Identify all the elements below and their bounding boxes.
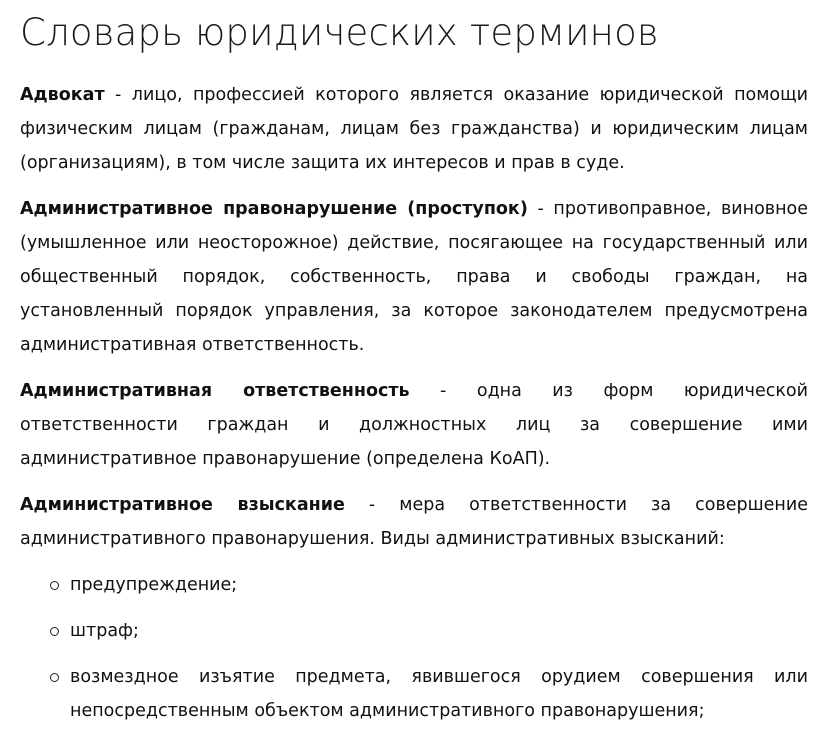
glossary-entry-advocate (20, 78, 808, 180)
term: Адвокат (20, 85, 105, 105)
penalty-types-list (20, 568, 808, 728)
definition: - противоправное, виновное (умышленное или неосторожное) действие, посягающее на государственный или общественный порядок, собственность, права и свободы граждан, на установленный порядок управления, за которое законодателем предусмотрена административная ответственность. (20, 199, 809, 355)
list-item: штраф; (70, 614, 808, 648)
term: Административная ответственность (20, 381, 410, 401)
glossary-entry-admin-offense (20, 192, 808, 362)
list-item: возмездное изъятие предмета, явившегося орудием совершения или непосредственным объектом административного правонарушения; (70, 660, 808, 728)
definition: - одна из форм юридической ответственности граждан и должностных лиц за совершение ими административное правонарушение (определена КоАП). (20, 381, 808, 469)
page-title: Словарь юридических терминов (20, 11, 659, 54)
definition: - лицо, профессией которого является оказание юридической помощи физическим лицам (гражданам, лицам без гражданства) и юридическим лицам (организациям), в том числе защита их интересов и прав в суде. (20, 85, 808, 173)
glossary-entry-admin-liability (20, 374, 808, 476)
definition: - мера ответственности за совершение административного правонарушения. Виды административных взысканий: (20, 495, 809, 549)
glossary-entry-admin-penalty (20, 488, 808, 556)
list-item: предупреждение; (70, 568, 808, 602)
term: Административное взыскание (20, 495, 345, 515)
term: Административное правонарушение (проступок) (20, 199, 528, 219)
